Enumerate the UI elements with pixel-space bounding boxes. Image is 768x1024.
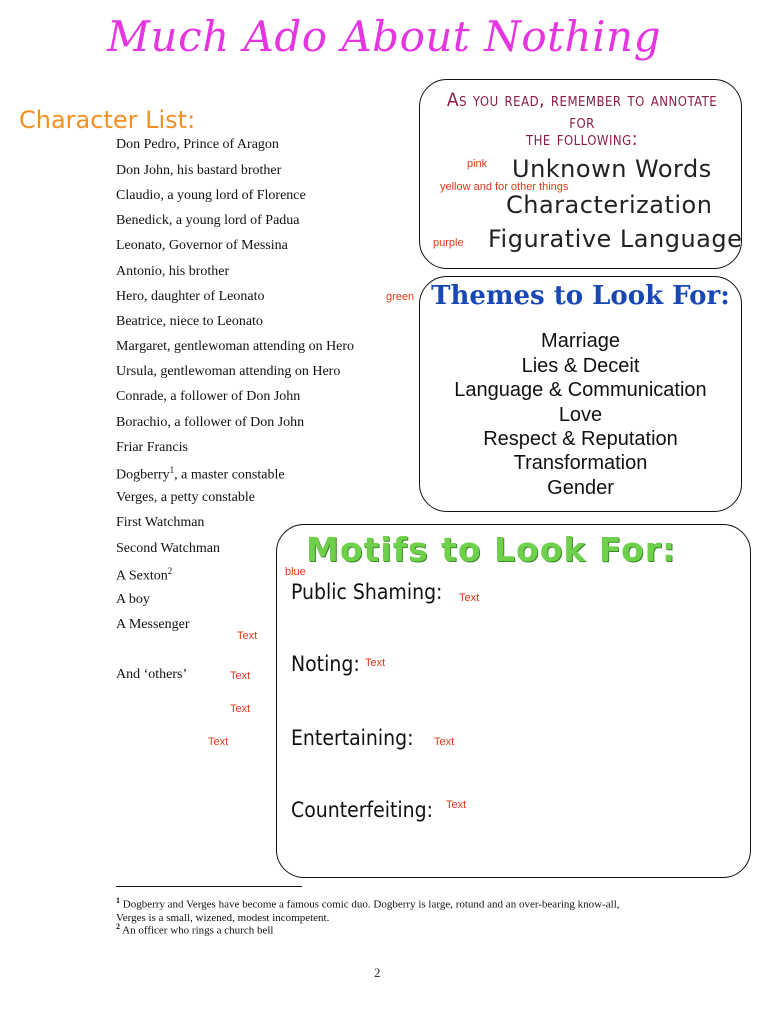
theme-item: Respect & Reputation <box>483 428 678 450</box>
character-item: And ‘others’ <box>116 667 188 682</box>
character-item: Don Pedro, Prince of Aragon <box>116 137 279 152</box>
character-item <box>116 465 285 484</box>
text-placeholder[interactable]: Text <box>230 670 251 682</box>
character-name: A Sexton <box>116 568 168 584</box>
annotate-title-line1: As you read, remember to annotate for <box>446 89 718 133</box>
color-label-purple: purple <box>433 237 464 249</box>
footnote-text: Dogberry and Verges have become a famous comic duo. Dogberry is large, rotund and an over-bearing know-all, Verges is a small, wizened, modest incompetent. <box>116 898 620 924</box>
color-label-blue: blue <box>285 566 306 578</box>
footnote-ref: 1 <box>169 465 175 475</box>
footnote-ref: 2 <box>167 566 173 576</box>
annotate-item-unknown-words: Unknown Words <box>512 155 712 183</box>
character-item: Hero, daughter of Leonato <box>116 289 265 304</box>
color-label-green: green <box>386 291 415 303</box>
text-placeholder[interactable]: Text <box>230 703 251 715</box>
theme-item: Transformation <box>513 452 648 474</box>
page-title: Much Ado About Nothing <box>107 12 661 61</box>
character-item: Ursula, gentlewoman attending on Hero <box>116 364 341 379</box>
motif-note[interactable]: Text <box>459 592 480 604</box>
motif-entertaining: Entertaining: <box>291 726 414 750</box>
theme-item: Gender <box>547 477 614 499</box>
motifs-box <box>276 524 751 878</box>
annotate-item-characterization: Characterization <box>506 191 713 219</box>
character-list-heading: Character List: <box>19 106 196 134</box>
motif-noting: Noting: <box>291 652 360 676</box>
character-item: A boy <box>116 592 150 607</box>
page-number: 2 <box>374 965 381 980</box>
color-label-yellow: yellow and for other things <box>440 181 569 193</box>
character-item: Leonato, Governor of Messina <box>116 238 288 253</box>
character-name: Dogberry <box>116 467 170 483</box>
character-item: Beatrice, niece to Leonato <box>116 314 263 329</box>
character-item <box>116 566 172 585</box>
character-desc: , a master constable <box>174 467 285 483</box>
character-item: Don John, his bastard brother <box>116 163 282 178</box>
theme-item: Language & Communication <box>454 379 707 401</box>
footnote-number: 1 <box>116 896 120 905</box>
color-label-pink: pink <box>467 158 488 170</box>
character-item: Antonio, his brother <box>116 264 230 279</box>
motif-counterfeiting: Counterfeiting: <box>291 798 434 822</box>
motifs-title: Motifs to Look For: <box>306 530 677 569</box>
footnote-2 <box>116 920 636 938</box>
text-placeholder[interactable]: Text <box>208 736 229 748</box>
character-item: Conrade, a follower of Don John <box>116 389 301 404</box>
character-item: Friar Francis <box>116 440 188 455</box>
annotate-item-figurative-language: Figurative Language <box>488 225 743 253</box>
theme-item: Love <box>558 404 603 426</box>
character-item: A Messenger <box>116 617 190 632</box>
character-item: Second Watchman <box>116 541 220 556</box>
motif-public-shaming: Public Shaming: <box>291 580 443 604</box>
character-item: Margaret, gentlewoman attending on Hero <box>116 339 355 354</box>
theme-item: Marriage <box>541 330 620 352</box>
motif-note[interactable]: Text <box>365 657 386 669</box>
footnote-number: 2 <box>116 922 120 931</box>
text-placeholder[interactable]: Text <box>237 630 258 642</box>
motif-note[interactable]: Text <box>446 799 467 811</box>
character-item: First Watchman <box>116 515 205 530</box>
themes-title: Themes to Look For: <box>431 281 730 311</box>
character-item: Claudio, a young lord of Florence <box>116 188 306 203</box>
character-item: Verges, a petty constable <box>116 490 255 505</box>
character-item: Borachio, a follower of Don John <box>116 415 305 430</box>
footnote-text: An officer who rings a church bell <box>122 924 274 937</box>
footnote-divider <box>116 886 302 887</box>
annotate-title-line2: the following: <box>525 128 639 150</box>
theme-item: Lies & Deceit <box>521 355 640 377</box>
motif-note[interactable]: Text <box>434 736 455 748</box>
character-item: Benedick, a young lord of Padua <box>116 213 300 228</box>
